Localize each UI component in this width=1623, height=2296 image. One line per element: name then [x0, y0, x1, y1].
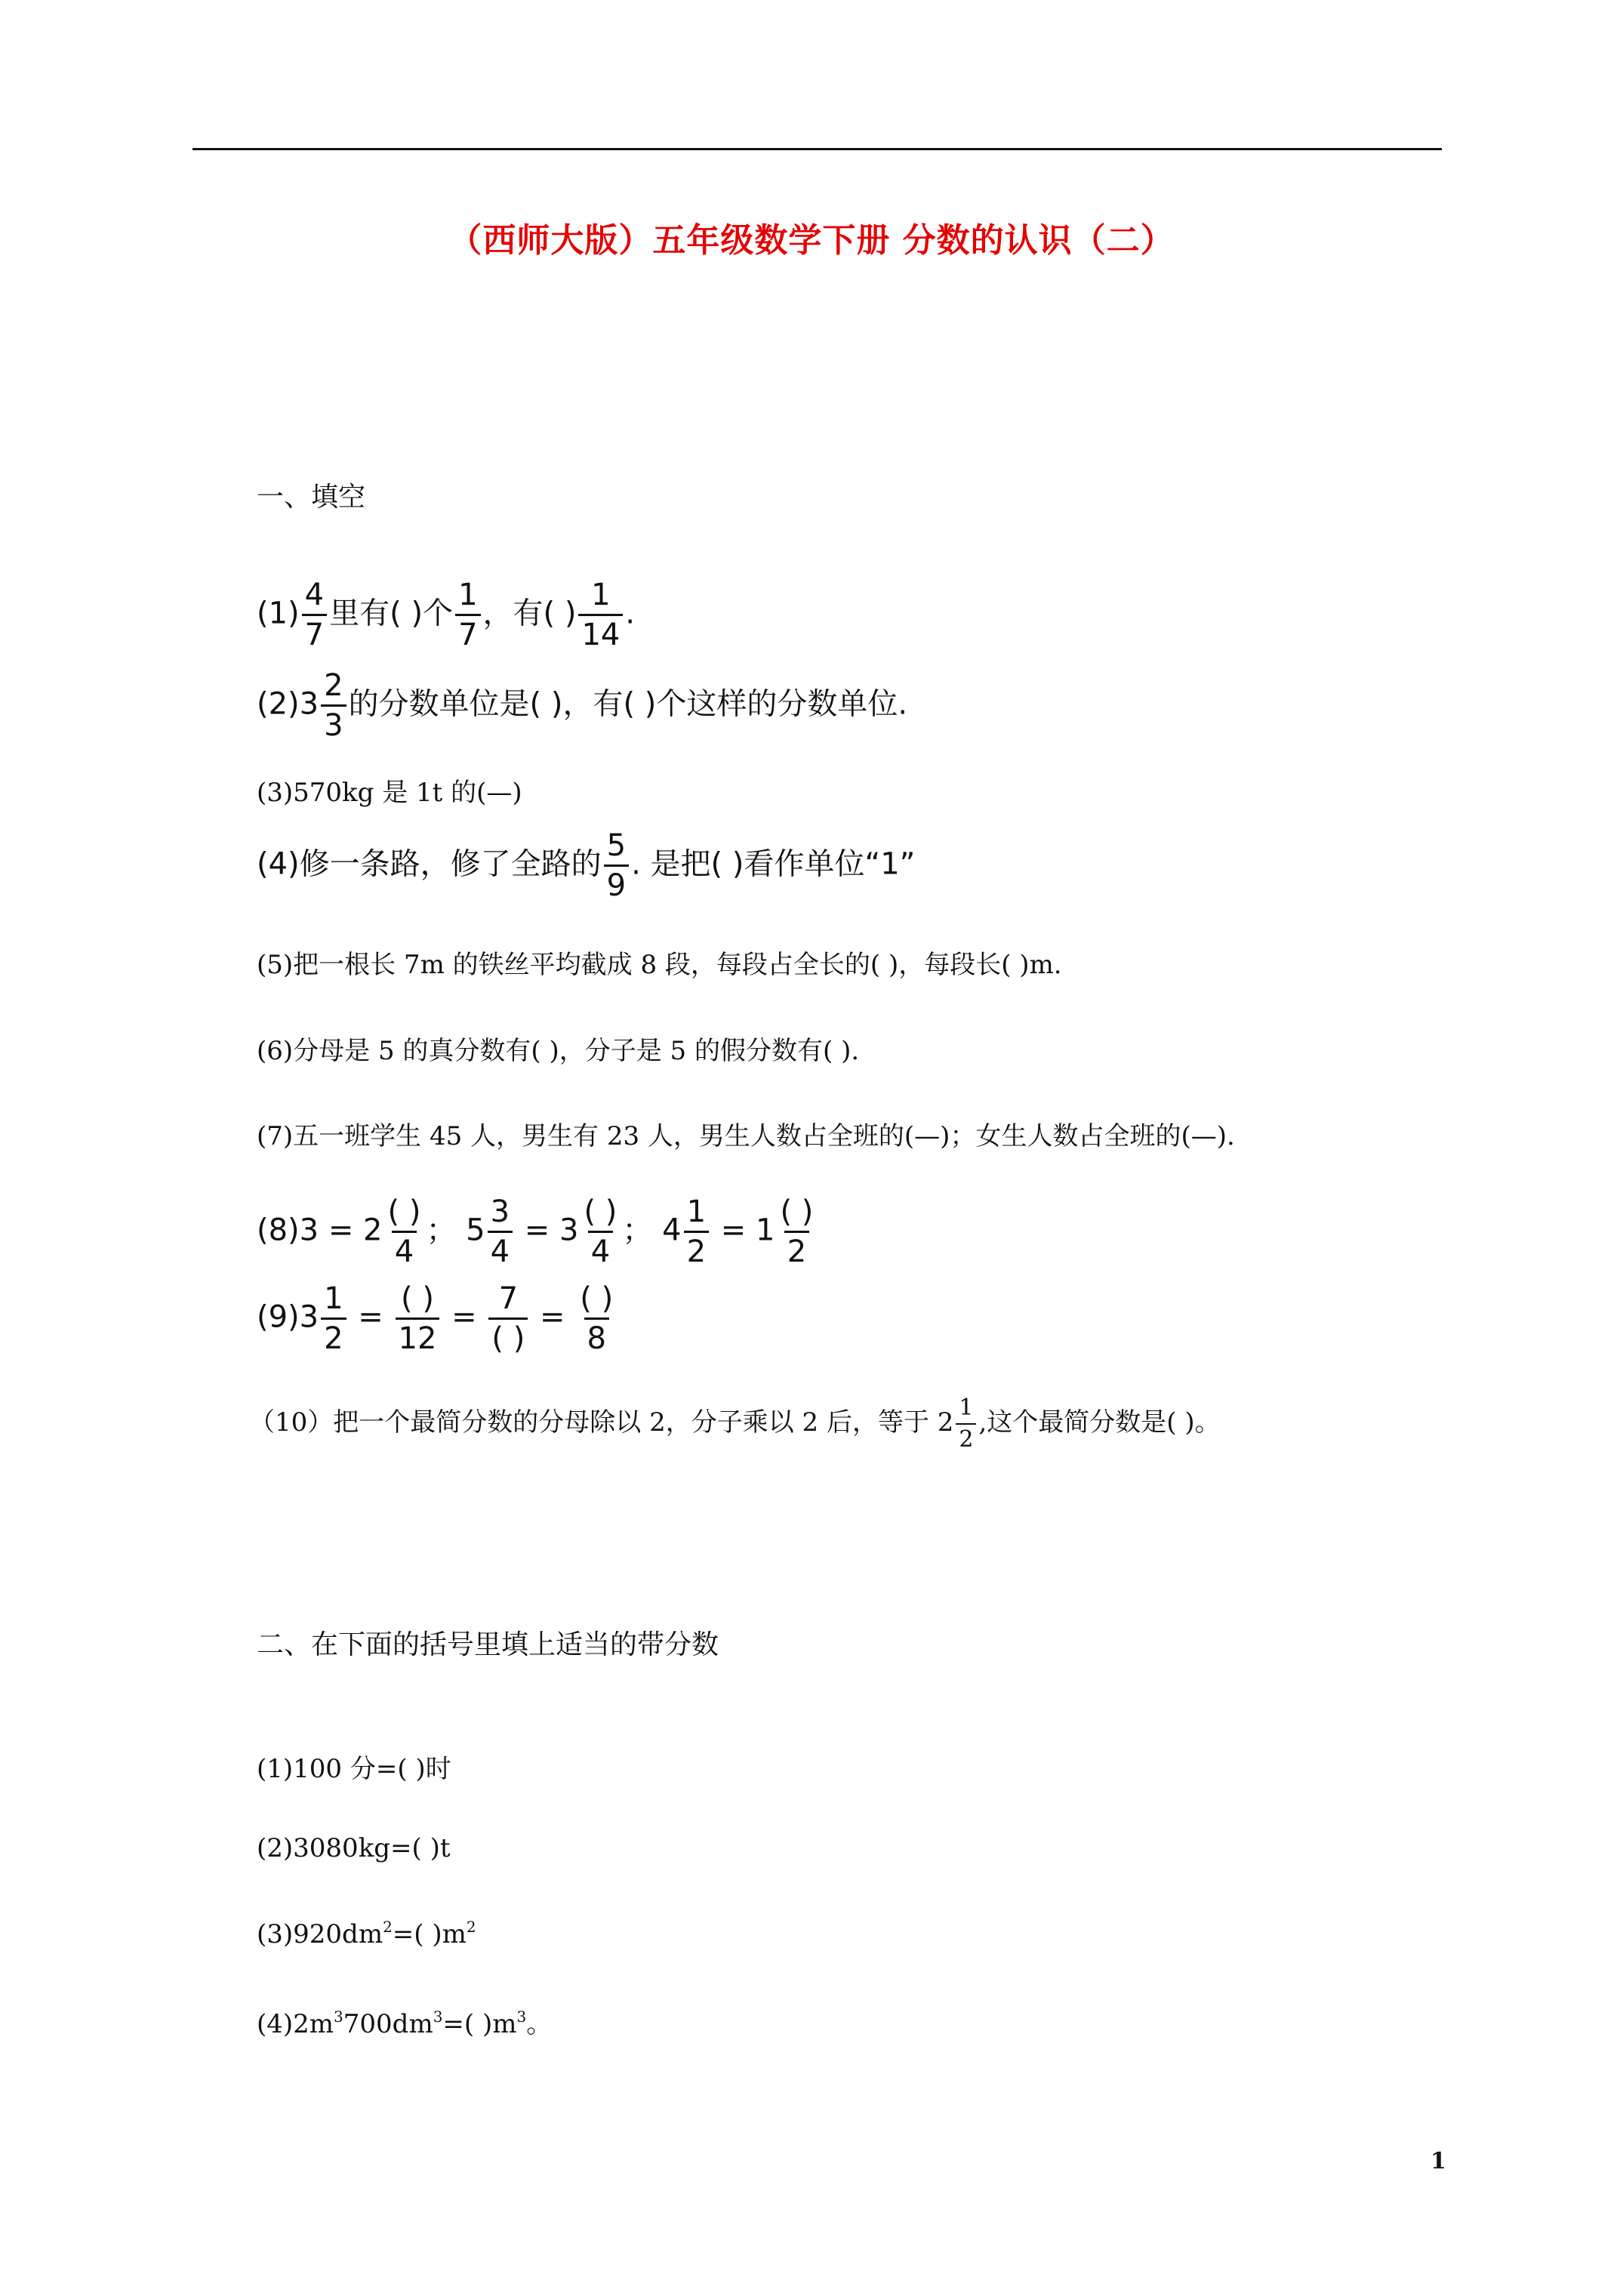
fraction: $\frac{3}{4}$ [488, 1197, 513, 1267]
fraction: $\frac{( )}{8}$ [580, 1281, 614, 1356]
question-1-5: (5)把一根长 7m 的铁丝平均截成 8 段，每段占全长的( )，每段长( )m. [257, 950, 1062, 980]
fraction: $\frac{( )}{2}$ [780, 1194, 814, 1269]
fraction: $\frac{2}{3}$ [321, 670, 346, 741]
question-2-3: $(3)920dm^2=$( )$m^2$ [257, 1918, 476, 1949]
fraction: $\frac{7}{( )}$ [488, 1284, 528, 1354]
question-1-3: (3)570kg 是 1t 的(—) [257, 778, 522, 808]
question-1-6: (6)分母是 5 的真分数有( )，分子是 5 的假分数有( ). [257, 1036, 860, 1066]
question-1-1: (1) $\frac{4}{7}$ 里有( )个 $\frac{1}{7}$ ，有( ) $\frac{1}{14}$ . [257, 578, 636, 652]
section1-heading: 一、填空 [257, 482, 366, 513]
fraction: $\frac{1}{2}$ [956, 1397, 976, 1451]
section2-heading: 二、在下面的括号里填上适当的带分数 [257, 1629, 719, 1660]
fraction: $\frac{1}{7}$ [455, 580, 480, 650]
fraction: $\frac{( )}{12}$ [396, 1284, 440, 1354]
question-1-7: (7)五一班学生 45 人，男生有 23 人，男生人数占全班的(—)；女生人数占全班的(—). [257, 1121, 1235, 1151]
fraction: $\frac{5}{9}$ [604, 831, 629, 901]
fraction: $\frac{( )}{4}$ [584, 1194, 617, 1269]
fraction: $\frac{4}{7}$ [302, 580, 327, 650]
page-title: （西师大版）五年级数学下册 分数的认识（二） [448, 221, 1175, 260]
fraction: $\frac{1}{2}$ [321, 1284, 346, 1354]
fraction: $\frac{1}{2}$ [684, 1197, 709, 1267]
question-1-8: (8)3 = 2 $\frac{( )}{4}$ ； 5 $\frac{3}{4}$ = 3 $\frac{( )}{4}$ ； 4 $\frac{1}{2}$ = 1 $\frac{( )}{2}$ [257, 1197, 818, 1267]
question-2-4: $(4)2m^3700dm^3=$( )$m^3$。 [257, 2008, 553, 2039]
fraction: $\frac{( )}{4}$ [387, 1194, 421, 1269]
question-1-9: (9)3 $\frac{1}{2}$ = $\frac{( )}{12}$ = $\frac{7}{( )}$ = $\frac{( )}{8}$ [257, 1284, 618, 1354]
question-2-2: (2)3080kg=( )t [257, 1833, 451, 1863]
question-1-10: （10）把一个最简分数的分母除以 2，分子乘以 2 后，等于 2 $\frac{1}{2}$ ,这个最简分数是( )。 [249, 1395, 1221, 1453]
question-2-1: (1)100 分=( )时 [257, 1754, 451, 1784]
header-rule [192, 148, 1442, 150]
question-1-4: (4)修一条路，修了全路的 $\frac{5}{9}$ . 是把( )看作单位“1” [257, 828, 916, 903]
question-1-2: (2)3 $\frac{2}{3}$ 的分数单位是( )，有( )个这样的分数单位. [257, 668, 908, 743]
page-number: 1 [1431, 2148, 1446, 2174]
fraction: $\frac{1}{14}$ [578, 580, 623, 650]
